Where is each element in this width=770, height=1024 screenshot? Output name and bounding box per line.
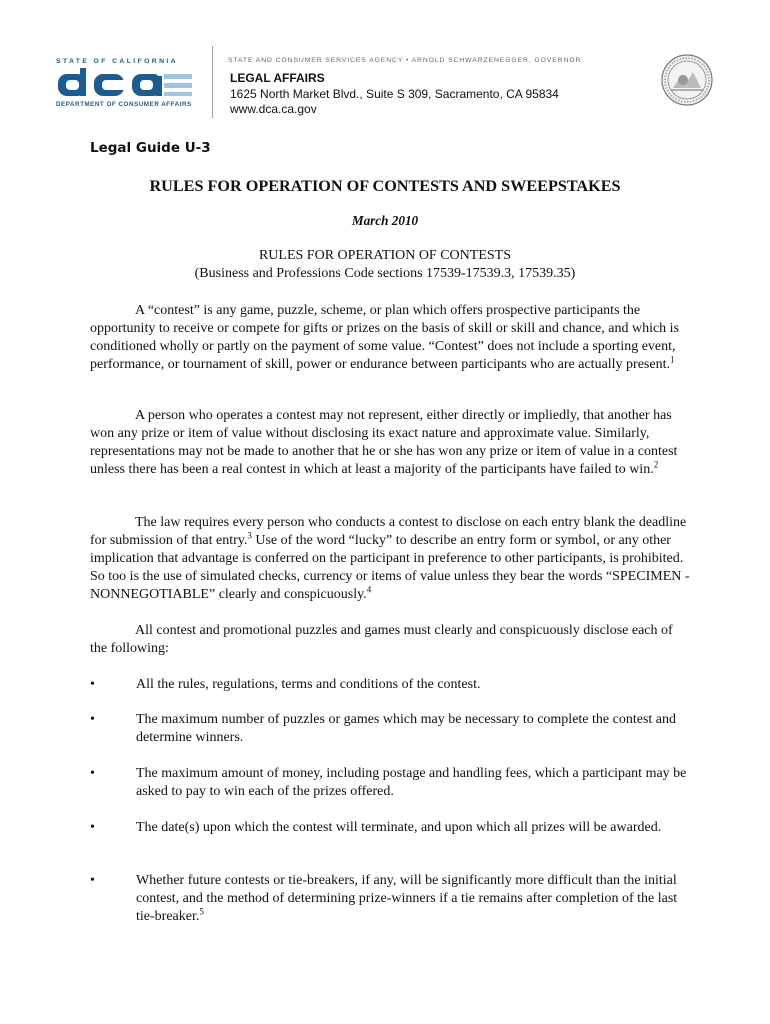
office-title: LEGAL AFFAIRS xyxy=(230,71,325,85)
paragraph-contest-definition xyxy=(90,302,690,374)
paragraph-text: All contest and promotional puzzles and games must clearly and conspicuously disclose each of the following: xyxy=(90,623,673,656)
paragraph-text: Use of the word “lucky” to describe an entry form or symbol, or any other implication that advantage is conferred on the participant in preference to other participants, is prohibited. So too is the use of simulated checks, currency or items of value unless they bear the words “SPECIMEN - NONNEGOTIABLE” clearly and conspicuously. xyxy=(90,533,690,602)
paragraph-text: The law requires every person who conducts a contest to disclose on each entry blank the deadline for submission of that entry. xyxy=(90,515,687,548)
bullet-marker: • xyxy=(90,677,95,692)
header-divider xyxy=(212,46,213,118)
paragraph-text: A “contest” is any game, puzzle, scheme, or plan which offers prospective participants the opportunity to receive or compete for gifts or prizes on the basis of skill or skill and chance, and which is conditioned wholly or partly on the payment of some value. “Contest” does not include a sporting event, performance, or tournament of skill, power or endurance between participants who are actually present. xyxy=(90,303,680,372)
footnote-marker: 3 xyxy=(247,530,252,541)
logo-department-text: DEPARTMENT OF CONSUMER AFFAIRS xyxy=(56,101,192,108)
office-address: 1625 North Market Blvd., Suite S 309, Sacramento, CA 95834 xyxy=(230,86,559,101)
list-item-text xyxy=(136,872,690,926)
office-block xyxy=(230,71,559,118)
guide-label: Legal Guide U-3 xyxy=(90,140,211,156)
list-item-text: The maximum amount of money, including postage and handling fees, which a participant may be asked to pay to win each of the prizes offered. xyxy=(136,766,687,799)
document-title: RULES FOR OPERATION OF CONTESTS AND SWEEPSTAKES xyxy=(149,177,621,195)
bullet-marker: • xyxy=(90,873,95,888)
dca-logo xyxy=(56,58,196,114)
paragraph-text: A person who operates a contest may not represent, either directly or impliedly, that another has won any prize or item of value without disclosing its exact nature and approximate value. Similarly, representations may not be made to another that he or she has won any prize or item of value in a contest unless there has been a real contest in which at least a majority of the participants have failed to win. xyxy=(90,408,678,477)
paragraph-disclosure-requirements xyxy=(90,514,690,604)
list-item-text: The date(s) upon which the contest will terminate, and upon which all prizes will be awarded. xyxy=(136,820,662,835)
paragraph-representations xyxy=(90,407,690,479)
section-title: RULES FOR OPERATION OF CONTESTS xyxy=(258,248,512,263)
logo-state-text: STATE OF CALIFORNIA xyxy=(56,58,178,65)
footnote-marker: 4 xyxy=(366,584,372,595)
footnote-marker: 1 xyxy=(670,354,675,365)
agency-line: STATE AND CONSUMER SERVICES AGENCY • ARNOLD SCHWARZENEGGER, GOVERNOR xyxy=(228,57,582,64)
office-website[interactable]: www.dca.ca.gov xyxy=(230,102,317,116)
bullet-marker: • xyxy=(90,820,95,835)
footnote-marker: 2 xyxy=(653,459,659,470)
state-seal-icon xyxy=(661,54,713,106)
section-subtitle: (Business and Professions Code sections 17539-17539.3, 17539.35) xyxy=(194,266,576,281)
list-item-text-content: Whether future contests or tie-breakers, if any, will be significantly more difficult than the initial contest, and the method of determining prize-winners if a tie remains after completion of the last tie-breaker. xyxy=(136,873,678,924)
list-item-text: All the rules, regulations, terms and conditions of the contest. xyxy=(136,677,481,692)
bullet-marker: • xyxy=(90,712,95,727)
document-date: March 2010 xyxy=(351,213,419,228)
section-heading xyxy=(0,247,770,283)
bullet-marker: • xyxy=(90,766,95,781)
paragraph-disclose-list-intro xyxy=(90,622,690,658)
footnote-marker: 5 xyxy=(199,906,204,917)
list-item-text: The maximum number of puzzles or games which may be necessary to complete the contest and determine winners. xyxy=(136,712,676,745)
dca-logo-mark xyxy=(56,68,196,100)
